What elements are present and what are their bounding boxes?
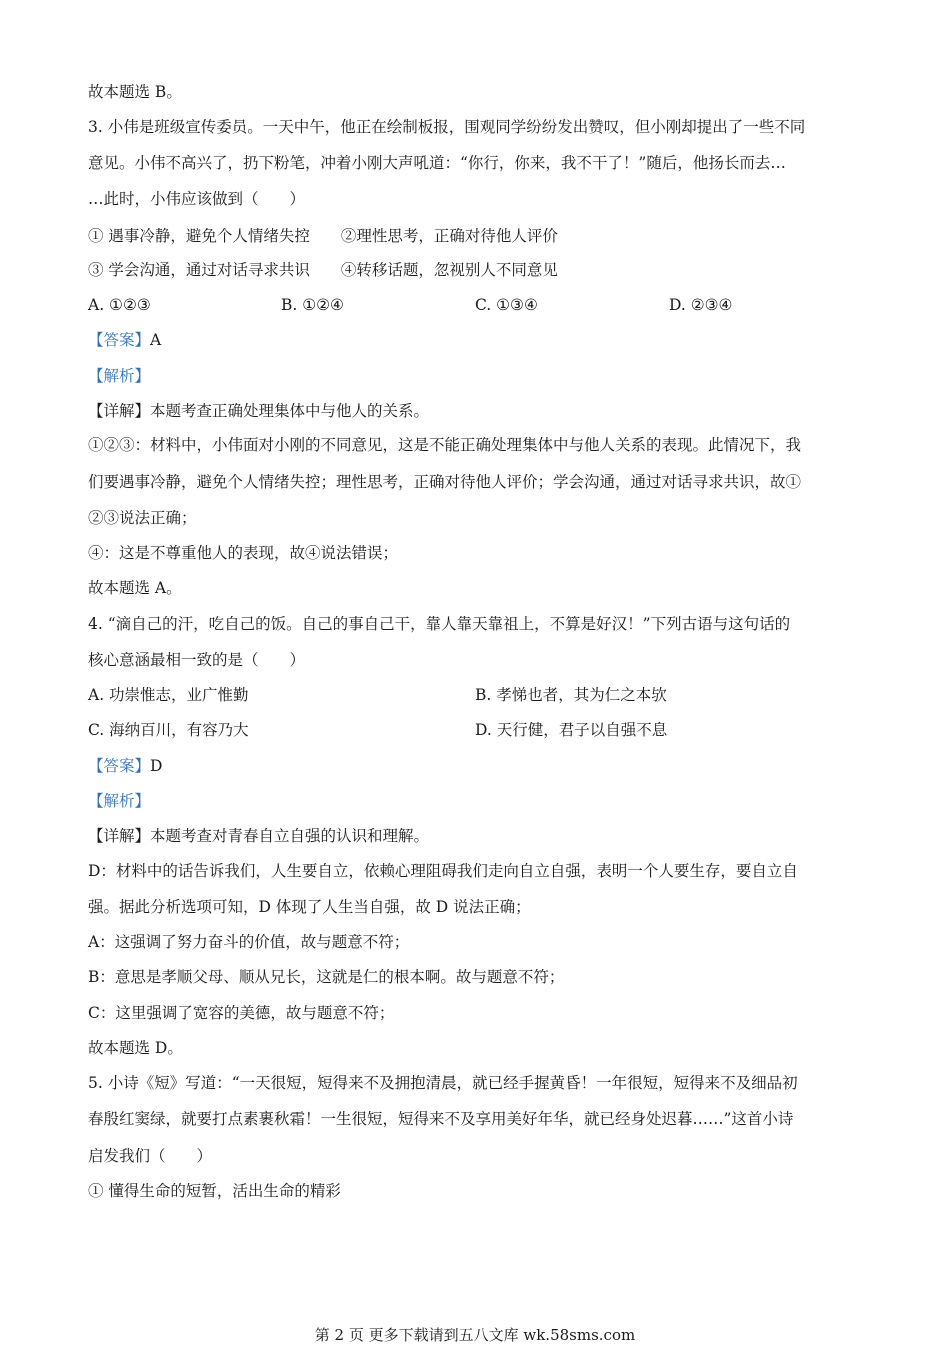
question-4-detail-line-6: C：这里强调了宽容的美德，故与题意不符； — [88, 1004, 395, 1022]
question-3-detail-line-3: 们要遇事冷静，避免个人情绪失控；理性思考，正确对待他人评价；学会沟通，通过对话寻求共识，故① — [88, 473, 802, 491]
question-3-analysis-tag: 【解析】 — [88, 367, 151, 385]
answer-tag: 【答案】 — [88, 757, 151, 775]
question-4-detail-line-1: 【详解】本题考查对青春自立自强的认识和理解。 — [88, 827, 430, 845]
answer-value: A — [150, 331, 162, 349]
question-4-detail-line-2: D：材料中的话告诉我们，人生要自立，依赖心理阻碍我们走向自立自强，表明一个人要生存，要自立自 — [88, 862, 798, 880]
question-4-stem-line-2: 核心意涵最相一致的是（ ） — [88, 651, 306, 669]
question-3-option-d: D. ②③④ — [669, 296, 733, 314]
page-footer: 第 2 页 更多下载请到五八文库 wk.58sms.com — [314, 1326, 636, 1344]
question-3-stem-line-3: …此时，小伟应该做到（ ） — [88, 190, 306, 208]
question-3-option-c: C. ①③④ — [475, 296, 538, 314]
question-3-detail-line-2: ①②③：材料中，小伟面对小刚的不同意见，这是不能正确处理集体中与他人关系的表现。此情况下，我 — [88, 436, 802, 454]
question-3-stem-line-1: 3. 小伟是班级宣传委员。一天中午，他正在绘制板报，围观同学纷纷发出赞叹，但小刚却提出了一些不同 — [88, 118, 806, 136]
question-3-stem-line-2: 意见。小伟不高兴了，扔下粉笔，冲着小刚大声吼道：“你行，你来，我不干了！”随后，他扬长而去… — [88, 154, 786, 172]
question-4-answer — [88, 756, 862, 776]
answer-tag: 【答案】 — [88, 331, 151, 349]
question-5-stem-line-1: 5. 小诗《短》写道：“一天很短，短得来不及拥抱清晨，就已经手握黄昏！一年很短，短得来不及细品初 — [88, 1074, 798, 1092]
question-4-conclusion: 故本题选 D。 — [88, 1039, 183, 1057]
question-4-detail-line-5: B：意思是孝顺父母、顺从兄长，这就是仁的根本啊。故与题意不符； — [88, 968, 565, 986]
question-3-conclusion: 故本题选 A。 — [88, 579, 182, 597]
question-3-detail-line-4: ②③说法正确； — [88, 509, 197, 527]
question-4-option-d: D. 天行健，君子以自强不息 — [475, 721, 668, 739]
question-3-option-a: A. ①②③ — [88, 296, 151, 314]
question-3-answer — [88, 330, 862, 350]
question-5-stem-line-2: 春殷红窦绿，就要打点素裹秋霜！一生很短，短得来不及享用美好年华，就已经身处迟暮……”这首小诗 — [88, 1110, 794, 1128]
question-3-detail-line-5: ④：这是不尊重他人的表现，故④说法错误； — [88, 544, 399, 562]
question-5-stem-line-3: 启发我们（ ） — [88, 1147, 213, 1165]
question-4-option-a: A. 功崇惟志，业广惟勤 — [88, 686, 249, 704]
answer-conclusion-q2: 故本题选 B。 — [88, 83, 182, 101]
question-5-statement-1: ① 懂得生命的短暂，活出生命的精彩 — [88, 1182, 341, 1200]
question-4-detail-line-4: A：这强调了努力奋斗的价值，故与题意不符； — [88, 933, 410, 951]
question-4-option-c: C. 海纳百川，有容乃大 — [88, 721, 249, 739]
question-3-detail-line-1: 【详解】本题考查正确处理集体中与他人的关系。 — [88, 402, 430, 420]
question-3-statement-1-2: ① 遇事冷静，避免个人情绪失控 ②理性思考，正确对待他人评价 — [88, 227, 558, 245]
question-4-option-b: B. 孝悌也者，其为仁之本欤 — [475, 686, 667, 704]
question-4-analysis-tag: 【解析】 — [88, 792, 151, 810]
question-4-detail-line-3: 强。据此分析选项可知，D 体现了人生当自强，故 D 说法正确； — [88, 898, 531, 916]
question-3-statement-3-4: ③ 学会沟通，通过对话寻求共识 ④转移话题，忽视别人不同意见 — [88, 261, 558, 279]
question-3-option-b: B. ①②④ — [281, 296, 344, 314]
question-4-stem-line-1: 4. “滴自己的汗，吃自己的饭。自己的事自己干，靠人靠天靠祖上，不算是好汉！”下列古语与这句话的 — [88, 615, 791, 633]
answer-value: D — [150, 757, 163, 775]
